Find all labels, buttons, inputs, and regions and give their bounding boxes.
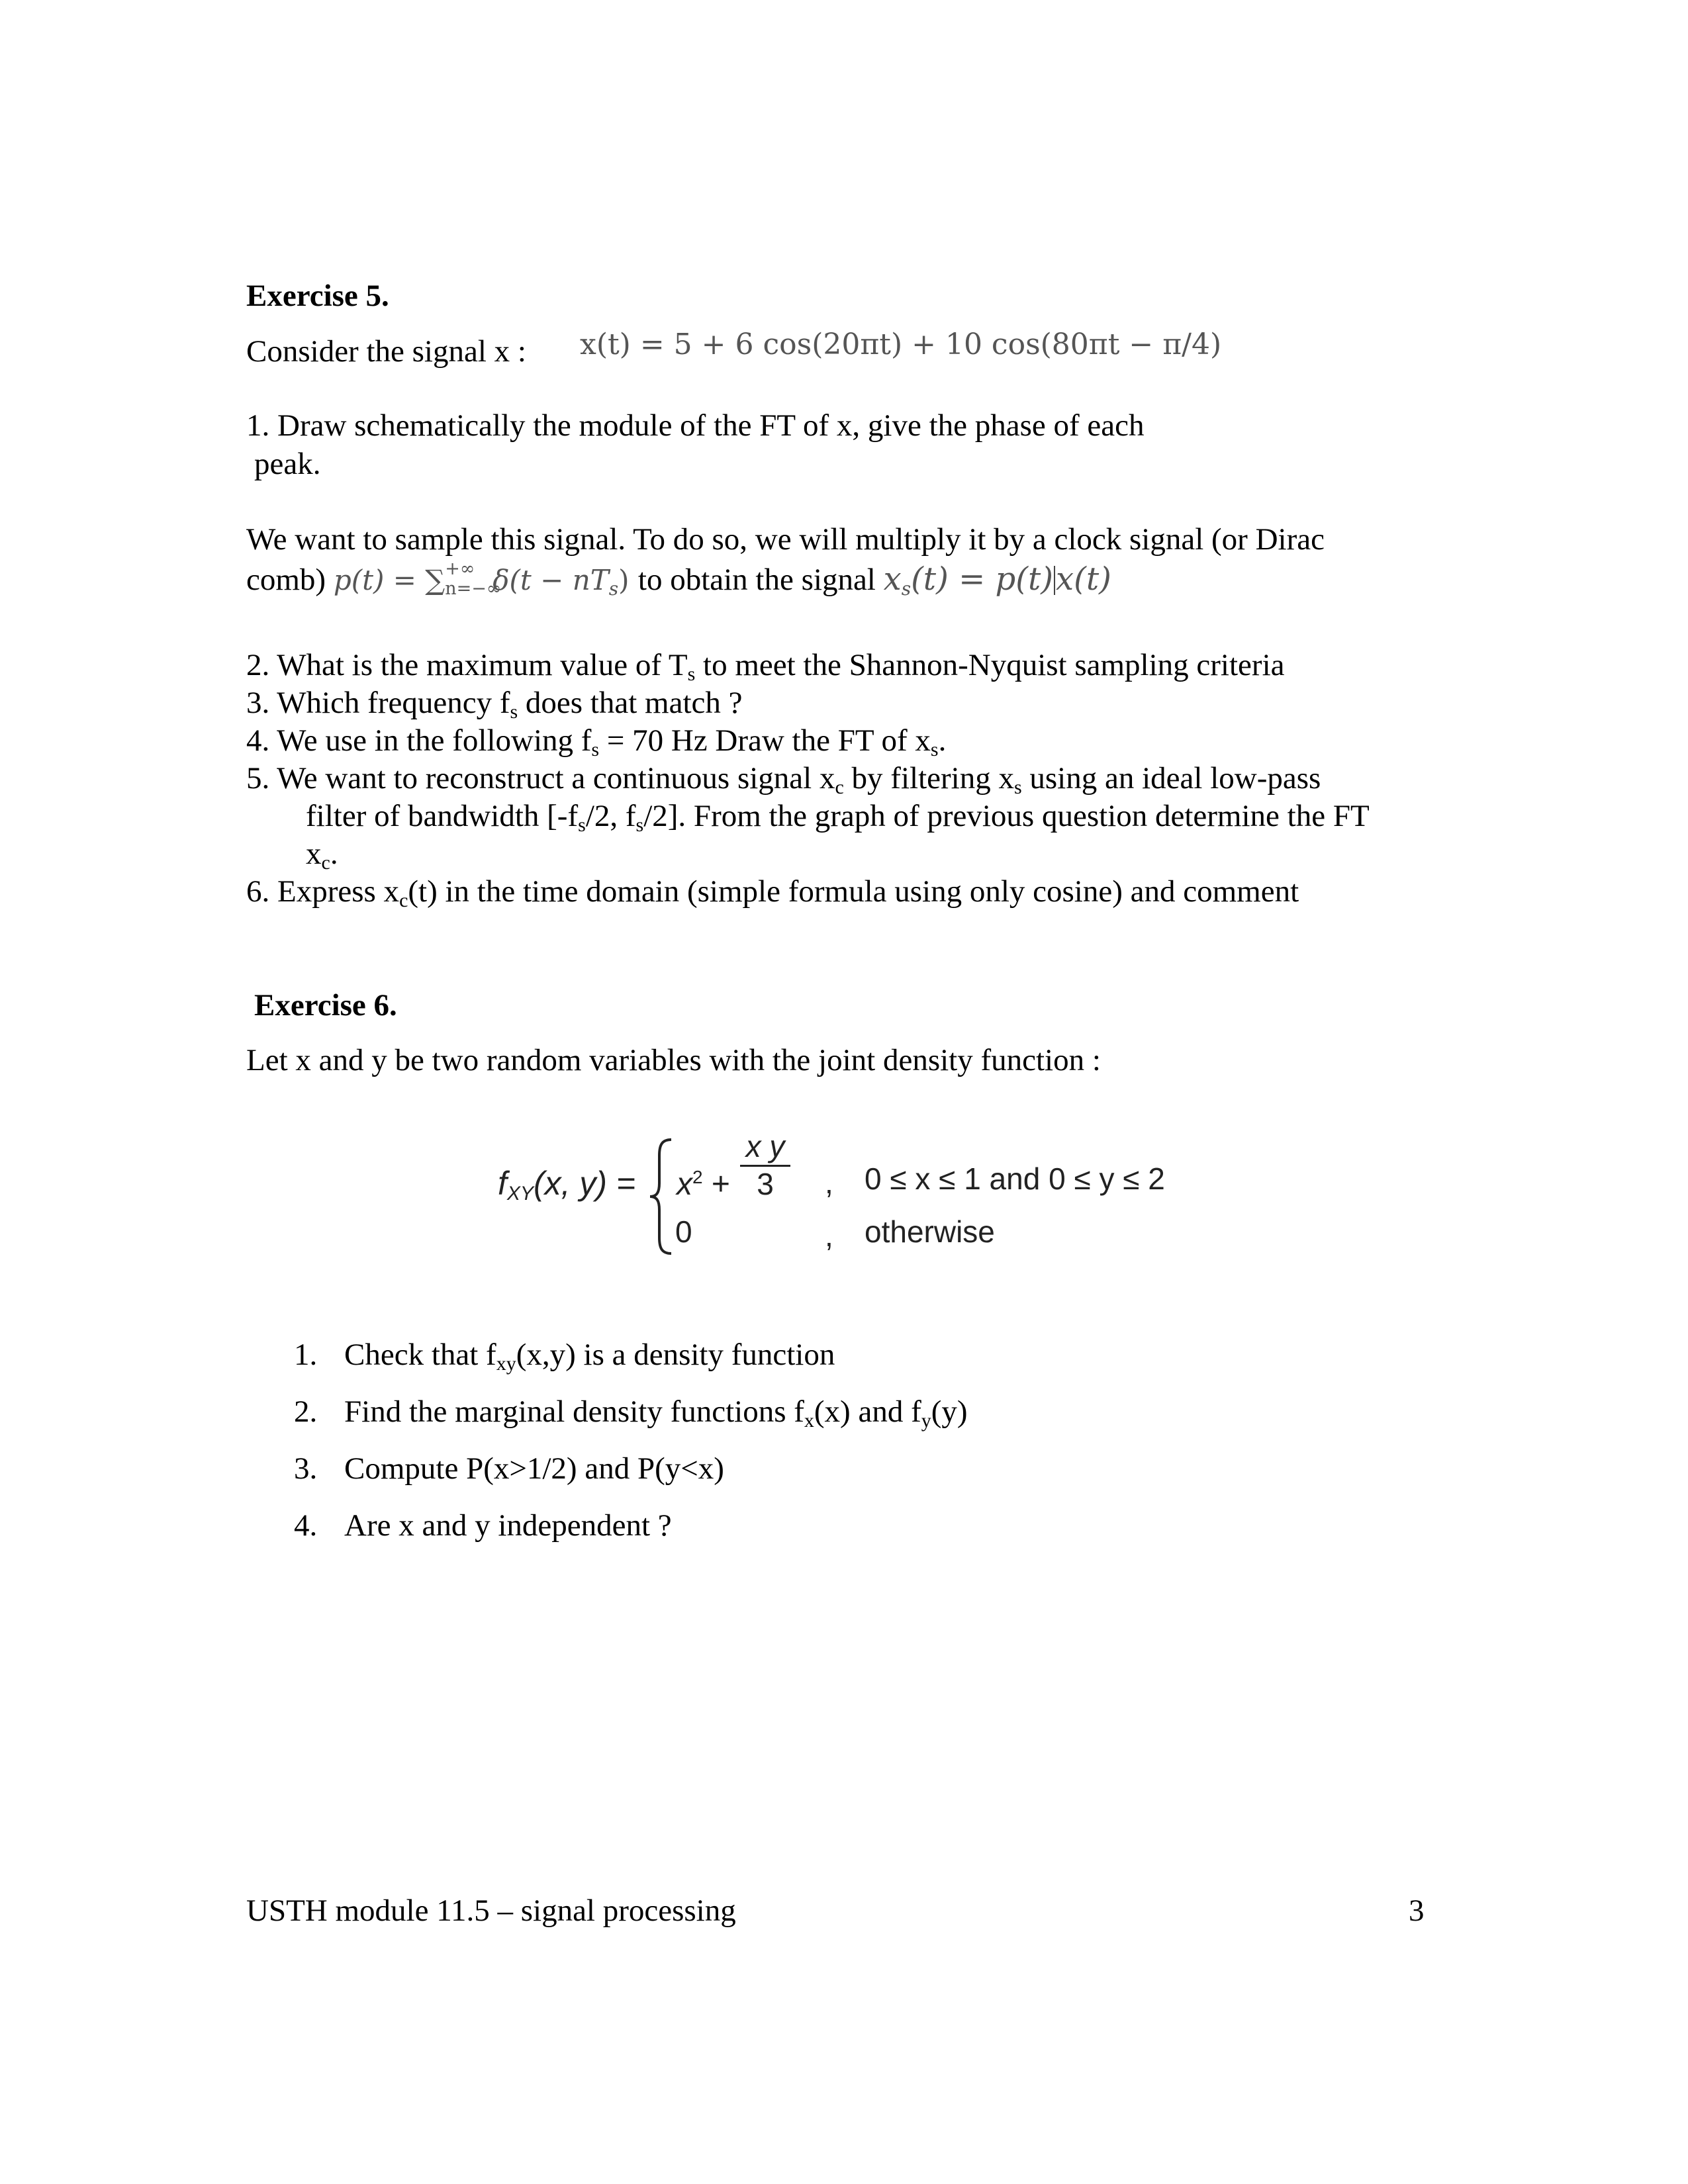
exercise-5-title: Exercise 5.: [246, 279, 389, 313]
q3-text-pre: 3. Which frequency f: [246, 686, 510, 720]
question-2: [246, 646, 1284, 684]
fraction-numerator: x y: [745, 1129, 785, 1163]
case-2-condition: otherwise: [865, 1214, 995, 1249]
xs-formula-lhs: x: [883, 561, 902, 598]
question-6: [246, 872, 1299, 911]
fraction: [740, 1129, 790, 1201]
sum-lower-limit: n=−∞: [445, 578, 502, 599]
fraction-denominator: 3: [757, 1167, 774, 1201]
signal-formula: x(t) = 5 + 6 cos(20πt) + 10 cos(80πt − π/4): [580, 328, 1222, 361]
list-item: [294, 1336, 835, 1374]
q5-l2-sub: s: [578, 814, 586, 836]
sampling-paragraph-line-1: We want to sample this signal. To do so, we will multiply it by a clock signal (or Dirac: [246, 522, 1325, 557]
question-5-line-3: [306, 835, 338, 873]
list-item-number: 1.: [294, 1338, 318, 1372]
q4-text-pre: 4. We use in the following f: [246, 723, 592, 758]
density-lhs: [498, 1163, 635, 1203]
question-1-line-1: 1. Draw schematically the module of the FT of x, give the phase of each: [246, 408, 1145, 443]
comb-term-sub: s: [608, 578, 619, 600]
page-number: 3: [1409, 1893, 1425, 1928]
list-item-text: Compute P(x>1/2) and P(y<x): [344, 1451, 724, 1486]
q5-l2-post: /2]. From the graph of previous question determine the FT: [643, 799, 1370, 833]
xs-formula-rhs: x(t): [1056, 561, 1111, 598]
q6-pre: 6. Express x: [246, 874, 400, 909]
list-item-text: Are x and y independent ?: [344, 1508, 672, 1543]
q5-l1-mid: by filtering x: [843, 761, 1014, 796]
q4-text-mid: = 70 Hz Draw the FT of x: [599, 723, 931, 758]
q5-l3-post: .: [330, 837, 338, 871]
case-1-term: [677, 1158, 730, 1204]
list-item: [294, 1506, 672, 1545]
question-5-line-1: [246, 759, 1321, 797]
comb-formula-lhs: p(t) =: [333, 564, 426, 596]
xs-formula-mid: (t) = p(t): [911, 561, 1054, 598]
q6-sub: c: [399, 889, 408, 911]
list-item-number: 2.: [294, 1394, 318, 1429]
density-f: f: [498, 1165, 507, 1202]
list-item-text-post: (x,y) is a density function: [516, 1338, 835, 1372]
comb-label: comb): [246, 563, 326, 597]
list-item-sub: x: [804, 1410, 814, 1432]
footer-module-title: USTH module 11.5 – signal processing: [246, 1893, 736, 1928]
comb-term-close: ): [618, 564, 630, 596]
case-1-condition: 0 ≤ x ≤ 1 and 0 ≤ y ≤ 2: [865, 1161, 1165, 1196]
list-item-text-pre: Check that f: [344, 1338, 496, 1372]
q2-sub: s: [687, 663, 696, 685]
q5-l3-pre: x: [306, 837, 322, 871]
sigma-symbol: ∑: [425, 564, 445, 596]
case-1-plus: +: [702, 1167, 730, 1202]
q3-sub: s: [510, 701, 518, 723]
q5-l3-sub: c: [321, 852, 330, 874]
exercise-6-intro: Let x and y be two random variables with the joint density function :: [246, 1043, 1101, 1077]
sum-limits: [445, 559, 502, 599]
list-item-text-post: (y): [931, 1394, 968, 1429]
list-item-sub: xy: [496, 1353, 516, 1375]
case-2-comma: ,: [825, 1218, 833, 1253]
list-item-text-pre: Find the marginal density functions f: [344, 1394, 804, 1429]
case-1-x: x: [677, 1167, 692, 1202]
q2-text-post: to meet the Shannon-Nyquist sampling criteria: [695, 648, 1285, 682]
q3-text-post: does that match ?: [518, 686, 743, 720]
q5-l1-pre: 5. We want to reconstruct a continuous signal x: [246, 761, 835, 796]
q5-l1-sub-2: s: [1013, 776, 1022, 798]
list-item-number: 4.: [294, 1508, 318, 1543]
list-item-number: 3.: [294, 1451, 318, 1486]
q2-text-pre: 2. What is the maximum value of T: [246, 648, 688, 682]
sampling-paragraph-line-2: [246, 560, 1111, 600]
density-f-sub: XY: [506, 1183, 534, 1205]
q5-l2-sub-2: s: [635, 814, 644, 836]
comb-formula: [333, 559, 638, 600]
q5-l2-pre: filter of bandwidth [-f: [306, 799, 579, 833]
density-args: (x, y) =: [533, 1165, 636, 1202]
list-item-sub-2: y: [921, 1410, 931, 1432]
case-1-sup: 2: [692, 1167, 703, 1187]
signal-intro-label: Consider the signal x :: [246, 334, 526, 369]
q5-l2-mid: /2, f: [585, 799, 636, 833]
q6-post: (t) in the time domain (simple formula using only cosine) and comment: [408, 874, 1299, 909]
question-5-line-2: [306, 797, 1370, 835]
list-item: [294, 1392, 968, 1431]
question-1-line-2: peak.: [254, 447, 321, 481]
list-item: [294, 1449, 724, 1488]
xs-formula-sub: s: [901, 578, 912, 600]
q5-l1-post: using an ideal low-pass: [1021, 761, 1321, 796]
exercise-6-title: Exercise 6.: [254, 988, 397, 1023]
q4-text-post: .: [938, 723, 947, 758]
case-2-value: 0: [675, 1214, 692, 1249]
sum-upper-limit: +∞: [445, 559, 475, 579]
left-brace-icon: [649, 1137, 674, 1256]
question-3: [246, 684, 742, 722]
xs-formula: [884, 561, 1111, 598]
q4-sub-2: s: [930, 739, 939, 760]
question-4: [246, 721, 946, 760]
q4-sub: s: [591, 739, 600, 760]
comb-term: δ(t − nT: [492, 564, 609, 596]
text-cursor: [1054, 566, 1055, 595]
q5-l1-sub: c: [835, 776, 844, 798]
list-item-text-mid: (x) and f: [814, 1394, 921, 1429]
obtain-text: to obtain the signal: [637, 563, 876, 597]
case-1-comma: ,: [825, 1165, 833, 1200]
